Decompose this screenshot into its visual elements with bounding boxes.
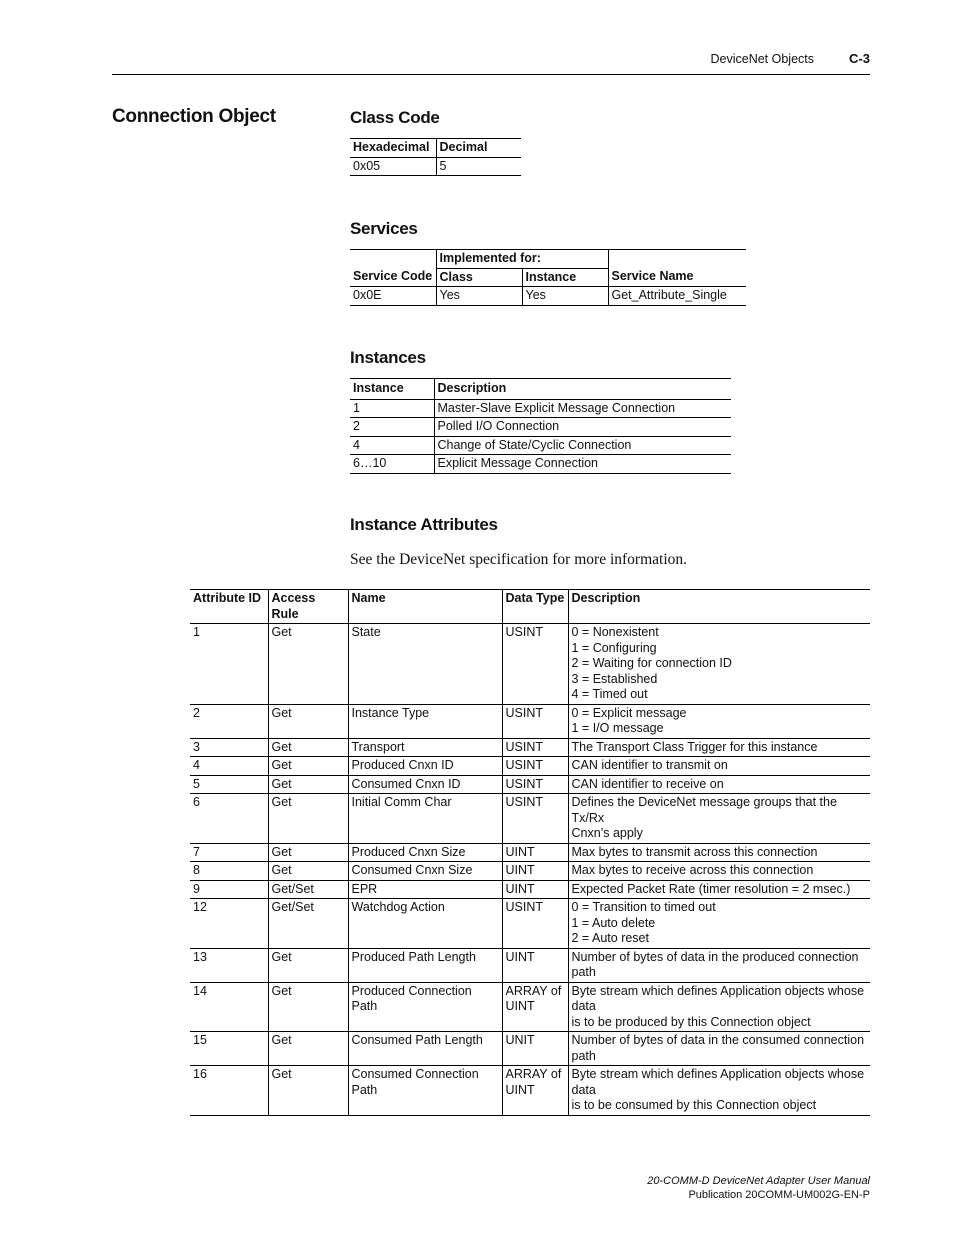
table-cell: Get: [268, 704, 348, 738]
table-cell: Change of State/Cyclic Connection: [434, 436, 731, 455]
table-row: [190, 757, 870, 776]
table-cell: USINT: [502, 738, 568, 757]
table-cell: 6: [193, 795, 200, 809]
table-cell: Get: [268, 624, 348, 705]
table-row: [190, 704, 870, 738]
column-header: Decimal: [436, 139, 521, 158]
table-cell: CAN identifier to transmit on: [568, 757, 870, 776]
table-cell: USINT: [502, 704, 568, 738]
table-cell: CAN identifier to receive on: [568, 775, 870, 794]
table-cell: 6…10: [353, 456, 387, 470]
table-cell: Watchdog Action: [348, 899, 502, 949]
table-cell: USINT: [502, 794, 568, 844]
table-cell: 0 = Nonexistent 1 = Configuring 2 = Waiting for connection ID 3 = Established 4 = Timed out: [568, 624, 870, 705]
column-group-header: Implemented for:: [436, 250, 608, 269]
column-header: Description: [434, 379, 731, 400]
table-row: [190, 982, 870, 1032]
header-rule: [112, 74, 870, 75]
table-cell: Polled I/O Connection: [434, 418, 731, 437]
table-cell: 5: [436, 157, 521, 176]
table-cell: UNIT: [502, 1032, 568, 1066]
column-header: Service Code: [353, 269, 433, 283]
table-header-row: [350, 139, 521, 158]
table-cell: Defines the DeviceNet message groups that the Tx/Rx Cnxn’s apply: [568, 794, 870, 844]
table-cell: ARRAY of UINT: [502, 982, 568, 1032]
table-row: [350, 399, 731, 418]
page-number: C-3: [849, 51, 870, 66]
table-row: [190, 880, 870, 899]
table-cell: Produced Connection Path: [348, 982, 502, 1032]
table-cell: Get: [268, 738, 348, 757]
instance-attributes-heading: Instance Attributes: [350, 515, 498, 534]
table-cell: Get: [268, 862, 348, 881]
table-cell: Consumed Cnxn ID: [348, 775, 502, 794]
instances-table: [350, 378, 731, 474]
table-row: [190, 794, 870, 844]
table-row: [190, 843, 870, 862]
column-header: Description: [568, 590, 870, 624]
table-header-row: [190, 590, 870, 624]
table-cell: 3: [193, 739, 200, 754]
table-cell: Produced Cnxn Size: [348, 843, 502, 862]
footer-publication: Publication 20COMM-UM002G-EN-P: [688, 1189, 870, 1201]
table-cell: The Transport Class Trigger for this instance: [568, 738, 870, 757]
column-header: Class: [436, 268, 522, 287]
table-cell: 0x05: [353, 158, 381, 173]
table-header-row: [350, 268, 746, 287]
table-cell: 2: [193, 705, 200, 720]
table-cell: Master-Slave Explicit Message Connection: [434, 399, 731, 418]
column-header: Instance: [522, 268, 608, 287]
column-header: Attribute ID: [193, 591, 262, 605]
table-cell: Get: [268, 1032, 348, 1066]
table-cell: 15: [193, 1033, 207, 1047]
table-cell: Max bytes to transmit across this connection: [568, 843, 870, 862]
table-cell: Get/Set: [268, 880, 348, 899]
services-heading: Services: [350, 219, 418, 238]
instance-attributes-table: [190, 589, 870, 1116]
table-cell: 8: [193, 863, 200, 877]
table-cell: 13: [193, 949, 207, 964]
table-cell: Consumed Path Length: [348, 1032, 502, 1066]
table-row: [190, 775, 870, 794]
table-cell: UINT: [502, 880, 568, 899]
table-cell: Get_Attribute_Single: [608, 287, 746, 306]
table-cell: Byte stream which defines Application objects whose data is to be produced by this Connection object: [568, 982, 870, 1032]
table-row: [350, 287, 746, 306]
table-cell: USINT: [502, 624, 568, 705]
table-cell: Get: [268, 794, 348, 844]
table-cell: Number of bytes of data in the produced connection path: [568, 948, 870, 982]
table-cell: 4: [193, 758, 200, 772]
column-header: Name: [348, 590, 502, 624]
table-row: [350, 157, 521, 176]
table-row: [350, 418, 731, 437]
class-code-heading: Class Code: [350, 108, 440, 127]
table-cell: Consumed Cnxn Size: [348, 862, 502, 881]
table-cell: 1: [193, 625, 200, 639]
table-cell: Get: [268, 982, 348, 1032]
table-row: [190, 948, 870, 982]
class-code-table: [350, 138, 521, 176]
table-cell: 0 = Explicit message 1 = I/O message: [568, 704, 870, 738]
table-cell: Get: [268, 1066, 348, 1116]
instances-heading: Instances: [350, 348, 426, 367]
table-cell: Yes: [436, 287, 522, 306]
table-cell: Number of bytes of data in the consumed connection path: [568, 1032, 870, 1066]
table-cell: Get: [268, 843, 348, 862]
table-cell: Produced Path Length: [348, 948, 502, 982]
table-cell: 0 = Transition to timed out 1 = Auto delete 2 = Auto reset: [568, 899, 870, 949]
table-cell: Expected Packet Rate (timer resolution = 2 msec.): [568, 880, 870, 899]
table-cell: Get: [268, 775, 348, 794]
table-cell: 4: [353, 437, 360, 452]
table-cell: ARRAY of UINT: [502, 1066, 568, 1116]
table-row: [190, 624, 870, 705]
table-cell: 0x0E: [353, 288, 382, 302]
table-cell: 5: [193, 776, 200, 791]
table-cell: EPR: [348, 880, 502, 899]
table-row: [350, 455, 731, 474]
table-cell: Get: [268, 757, 348, 776]
footer-manual-title: 20-COMM-D DeviceNet Adapter User Manual: [647, 1175, 870, 1187]
column-header: Data Type: [502, 590, 568, 624]
table-cell: 14: [193, 983, 207, 998]
table-cell: USINT: [502, 899, 568, 949]
table-cell: USINT: [502, 757, 568, 776]
column-header: Access Rule: [268, 590, 348, 624]
table-row: [190, 738, 870, 757]
column-header: Hexadecimal: [353, 140, 430, 154]
table-cell: Get: [268, 948, 348, 982]
table-row: [190, 1032, 870, 1066]
table-cell: 2: [353, 419, 360, 433]
services-table: [350, 249, 746, 306]
running-header-section: DeviceNet Objects: [710, 52, 814, 66]
table-cell: 16: [193, 1067, 207, 1081]
table-cell: Instance Type: [348, 704, 502, 738]
table-cell: Byte stream which defines Application objects whose data is to be consumed by this Connection object: [568, 1066, 870, 1116]
table-header-row: [350, 250, 746, 269]
table-cell: Consumed Connection Path: [348, 1066, 502, 1116]
table-cell: UINT: [502, 948, 568, 982]
page-title: Connection Object: [112, 106, 276, 127]
table-row: [190, 1066, 870, 1116]
table-cell: Yes: [522, 287, 608, 306]
table-cell: UINT: [502, 843, 568, 862]
table-cell: Get/Set: [268, 899, 348, 949]
table-cell: State: [348, 624, 502, 705]
table-cell: 7: [193, 844, 200, 859]
table-row: [190, 899, 870, 949]
table-cell: 1: [353, 400, 360, 415]
attributes-note: See the DeviceNet specification for more information.: [350, 551, 687, 568]
table-cell: Initial Comm Char: [348, 794, 502, 844]
table-cell: 9: [193, 881, 200, 896]
column-header: Instance: [353, 381, 404, 395]
table-header-row: [350, 379, 731, 400]
table-cell: Max bytes to receive across this connection: [568, 862, 870, 881]
table-row: [190, 862, 870, 881]
table-cell: Produced Cnxn ID: [348, 757, 502, 776]
column-header: Service Name: [608, 268, 746, 287]
table-cell: 12: [193, 900, 207, 914]
table-cell: Explicit Message Connection: [434, 455, 731, 474]
table-row: [350, 436, 731, 455]
table-cell: USINT: [502, 775, 568, 794]
table-cell: Transport: [348, 738, 502, 757]
table-cell: UINT: [502, 862, 568, 881]
